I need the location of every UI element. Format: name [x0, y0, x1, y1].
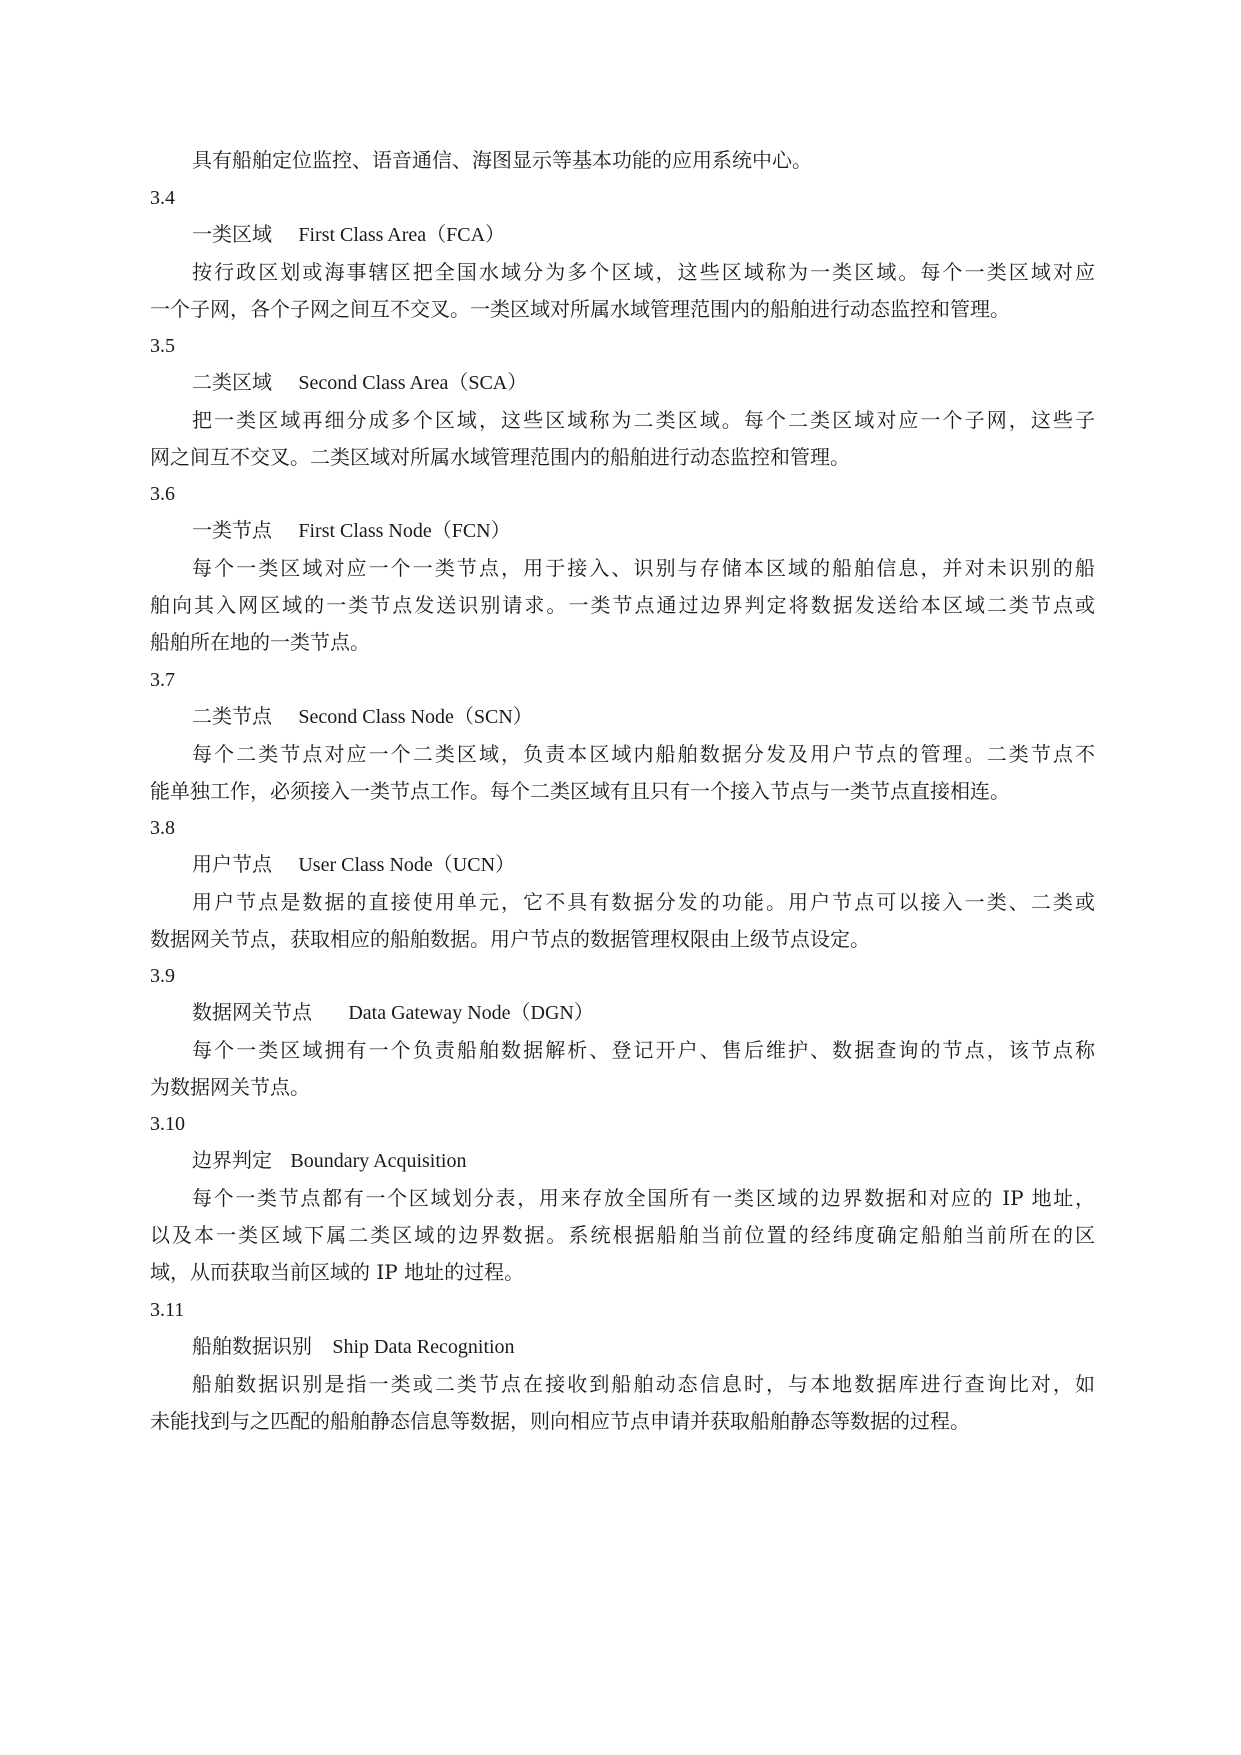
- definition-line: 域，从而获取当前区域的 IP 地址的过程。: [150, 1260, 525, 1284]
- term-en: Second Class Node（SCN）: [298, 706, 533, 728]
- term-zh: 数据网关节点: [192, 1000, 312, 1024]
- term-en: Boundary Acquisition: [290, 1150, 467, 1172]
- term-heading: [192, 516, 1095, 545]
- definition-line: 未能找到与之匹配的船舶静态信息等数据，则向相应节点申请并获取船舶静态等数据的过程。: [150, 1409, 970, 1433]
- term-heading: [192, 220, 1095, 249]
- term-heading: [192, 368, 1095, 397]
- section-number: 3.9: [150, 965, 175, 987]
- definition-line: 为数据网关节点。: [150, 1075, 310, 1099]
- term-en: Ship Data Recognition: [332, 1336, 515, 1358]
- term-heading: [192, 1332, 1095, 1361]
- definition-line: 舶向其入网区域的一类节点发送识别请求。一类节点通过边界判定将数据发送给本区域二类节点或: [150, 593, 1095, 617]
- definition-line: 用户节点是数据的直接使用单元，它不具有数据分发的功能。用户节点可以接入一类、二类或: [192, 890, 1095, 914]
- term-zh: 一类节点: [192, 518, 272, 542]
- term-en: Data Gateway Node（DGN）: [348, 1002, 594, 1024]
- term-zh: 二类节点: [192, 704, 272, 728]
- term-en: User Class Node（UCN）: [298, 854, 516, 876]
- term-heading: [192, 850, 1095, 879]
- section-number: 3.8: [150, 817, 175, 839]
- term-zh: 二类区域: [192, 370, 272, 394]
- section-number: 3.5: [150, 335, 175, 357]
- term-en: First Class Node（FCN）: [298, 520, 511, 542]
- definition-line: 能单独工作，必须接入一类节点工作。每个二类区域有且只有一个接入节点与一类节点直接相连。: [150, 779, 1010, 803]
- definition-line: 数据网关节点，获取相应的船舶数据。用户节点的数据管理权限由上级节点设定。: [150, 927, 870, 951]
- term-heading: [192, 998, 1095, 1027]
- section-number: 3.4: [150, 187, 175, 209]
- section-number: 3.11: [150, 1299, 185, 1321]
- section-number: 3.10: [150, 1113, 185, 1135]
- section-number: 3.7: [150, 669, 175, 691]
- definition-line: 每个二类节点对应一个二类区域，负责本区域内船舶数据分发及用户节点的管理。二类节点不: [192, 742, 1095, 766]
- definition-line: 按行政区划或海事辖区把全国水域分为多个区域，这些区域称为一类区域。每个一类区域对应: [192, 260, 1095, 284]
- definition-line: 每个一类节点都有一个区域划分表，用来存放全国所有一类区域的边界数据和对应的 IP 地址，: [192, 1186, 1095, 1210]
- definition-line: 每个一类区域拥有一个负责船舶数据解析、登记开户、售后维护、数据查询的节点，该节点称: [192, 1038, 1095, 1062]
- definition-line: 船舶数据识别是指一类或二类节点在接收到船舶动态信息时，与本地数据库进行查询比对，如: [192, 1372, 1095, 1396]
- definition-line: 网之间互不交叉。二类区域对所属水域管理范围内的船舶进行动态监控和管理。: [150, 445, 850, 469]
- term-zh: 船舶数据识别: [192, 1334, 312, 1358]
- term-zh: 边界判定: [192, 1148, 272, 1172]
- definition-line: 每个一类区域对应一个一类节点，用于接入、识别与存储本区域的船舶信息，并对未识别的船: [192, 556, 1095, 580]
- term-en: First Class Area（FCA）: [298, 224, 506, 246]
- term-heading: [192, 702, 1095, 731]
- term-zh: 用户节点: [192, 852, 272, 876]
- definition-line: 一个子网，各个子网之间互不交叉。一类区域对所属水域管理范围内的船舶进行动态监控和管理。: [150, 297, 1010, 321]
- definition-line: 船舶所在地的一类节点。: [150, 630, 370, 654]
- term-zh: 一类区域: [192, 222, 272, 246]
- section-number: 3.6: [150, 483, 175, 505]
- definition-line: 把一类区域再细分成多个区域，这些区域称为二类区域。每个二类区域对应一个子网，这些子: [192, 408, 1095, 432]
- term-en: Second Class Area（SCA）: [298, 372, 528, 394]
- intro-paragraph-line: 具有船舶定位监控、语音通信、海图显示等基本功能的应用系统中心。: [192, 148, 812, 172]
- term-heading: [192, 1146, 1095, 1175]
- definition-line: 以及本一类区域下属二类区域的边界数据。系统根据船舶当前位置的经纬度确定船舶当前所在的区: [150, 1223, 1095, 1247]
